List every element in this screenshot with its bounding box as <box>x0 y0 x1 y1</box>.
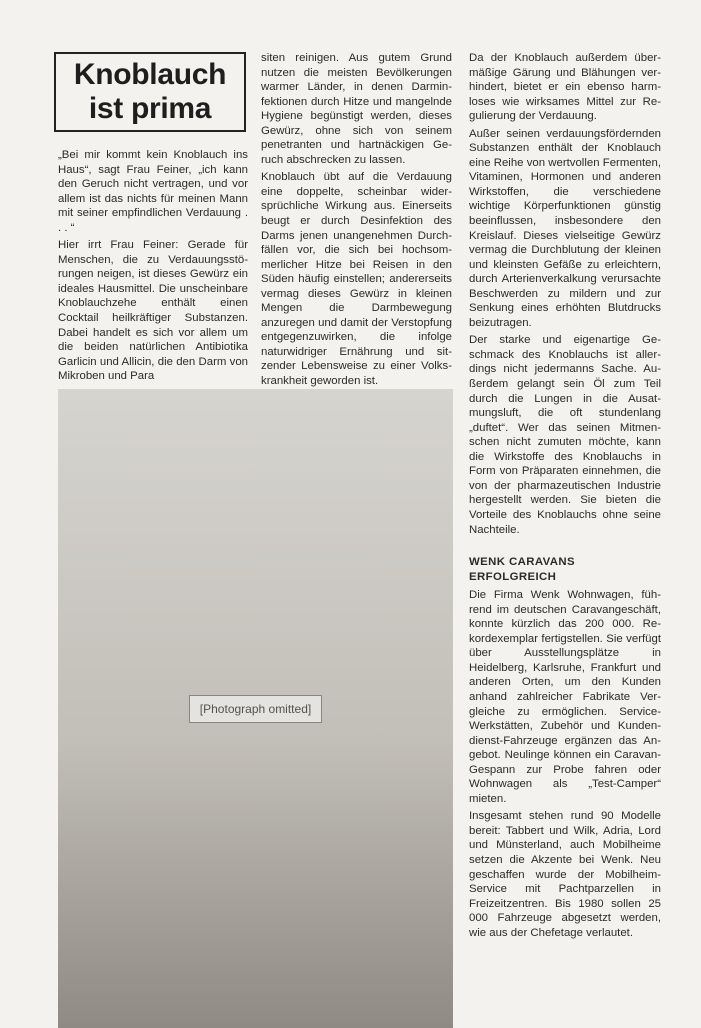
section-heading: WENK CARAVANS ERFOLGREICH <box>469 556 576 583</box>
photo-placeholder-label: [Photograph omitted] <box>189 695 322 723</box>
paragraph: Insgesamt stehen rund 90 Modelle bereit: Tabbert und Wilk, Adria, Lord und Münsterland, auch Mobilheime setzen die Akzente bei Wenk. Neu geschaffen wurde der Mobilheim-Service mit Pachtparzellen in Freizeitzentren. Bis 1980 sollen 25 000 Fahrzeuge abgesetzt werden, wie aus der Chefetage verlautet. <box>469 810 661 939</box>
paragraph: Da der Knoblauch außerdem übermäßige Gärung und Blähungen verhindert, bietet er ein ebenso harmloses wie wirksames Mittel zur Regulierung der Verdauung. <box>469 52 661 123</box>
paragraph: Der starke und eigenartige Geschmack des Knoblauchs ist allerdings nicht jedermanns Sache. Außerdem gelangt sein Öl zum Teil durch die Lungen in die Ausatmungsluft, die oft stundenlang „duftet“. Wer das seinen Mitmenschen nicht zumuten möchte, kann die Wirkstoffe des Knoblauchs in Form von Präparaten einnehmen, die von der pharmazeutischen Industrie hergestellt werden. Sie bieten die Vorteile des Knoblauchs ohne seine Nachteile. <box>469 334 661 536</box>
text-column-3 <box>469 51 661 943</box>
paragraph: Außer seinen verdauungsfördernden Substanzen enthält der Knoblauch eine Reihe von wertvollen Fermenten, Vitaminen, Hormonen und anderen Wirkstoffen, die verschiedene wichtige Körperfunktionen günstig beeinflussen, insbesondere den Kreislauf. Dieses vielseitige Gewürz vermag die Durchblutung der kleinen und kleinsten Gefäße zu erleichtern, durch Arterienverkalkung verursachte Beschwerden zu mildern und zur Senkung eines erhöhten Blutdrucks beizutragen. <box>469 127 661 329</box>
paragraph: Die Firma Wenk Wohnwagen, führend im deutschen Caravangeschäft, konnte kürzlich das 200 000. Rekordexemplar fertigstellen. Sie verfügt über Ausstellungsplätze in Heidelberg, Karlsruhe, Frankfurt und anderen Orten, um den Kunden anhand zahlreicher Fabrikate Vergleiche zu ermöglichen. Service-Werkstätten, Zubehör und Kundendienst-Fahrzeuge ergänzen das Angebot. Neulinge können ein Caravan-Gespann zur Probe fahren oder Wohnwagen als „Test-Camper“ mieten. <box>469 589 661 805</box>
paragraph: „Bei mir kommt kein Knoblauch ins Haus“, sagt Frau Feiner, „ich kann den Geruch nicht vertragen, und vor allem ist das nichts für meinen Mann mit seiner empfindlichen Verdauung . . . “ <box>58 149 248 234</box>
photo-placeholder <box>58 389 453 1028</box>
paragraph: siten reinigen. Aus gutem Grund nutzen die meisten Bevölkerungen warmer Länder, in denen Darminfektionen durch Hitze und mangelnde Hygiene begünstigt werden, dieses Gewürz, ohne sich von seinem penetranten und hartnäckigen Geruch abschrecken zu lassen. <box>261 52 452 166</box>
text-column-2 <box>261 51 452 392</box>
article-title-box <box>54 52 246 132</box>
paragraph: Knoblauch übt auf die Verdauung eine doppelte, scheinbar widersprüchliche Wirkung aus. Einerseits beugt er durch Desinfektion des Darms jenen unangenehmen Durchfällen vor, die sich bei hochsommerlicher Hitze bei Reisen in den Süden häufig einstellen; andererseits vermag dieses Gewürz in kleinen Mengen die Darmbewegung anzuregen und damit der Verstopfung entgegenzuwirken, die infolge naturwidriger Ernährung und sitzender Lebensweise zu einer Volkskrankheit geworden ist. <box>261 171 452 388</box>
text-column-1 <box>58 148 248 387</box>
article-title-line-2: ist prima <box>88 92 212 125</box>
paragraph: Hier irrt Frau Feiner: Gerade für Menschen, die zu Verdauungsstörungen neigen, ist dieses Gewürz ein ideales Hausmittel. Die unscheinbare Knoblauchzehe enthält einen Cocktail heilkräftiger Substanzen. Dabei handelt es sich vor allem um die beiden natürlichen Antibiotika Garlicin und Allicin, die den Darm von Mikroben und Para <box>58 239 248 383</box>
article-title-line-1: Knoblauch <box>73 58 227 91</box>
